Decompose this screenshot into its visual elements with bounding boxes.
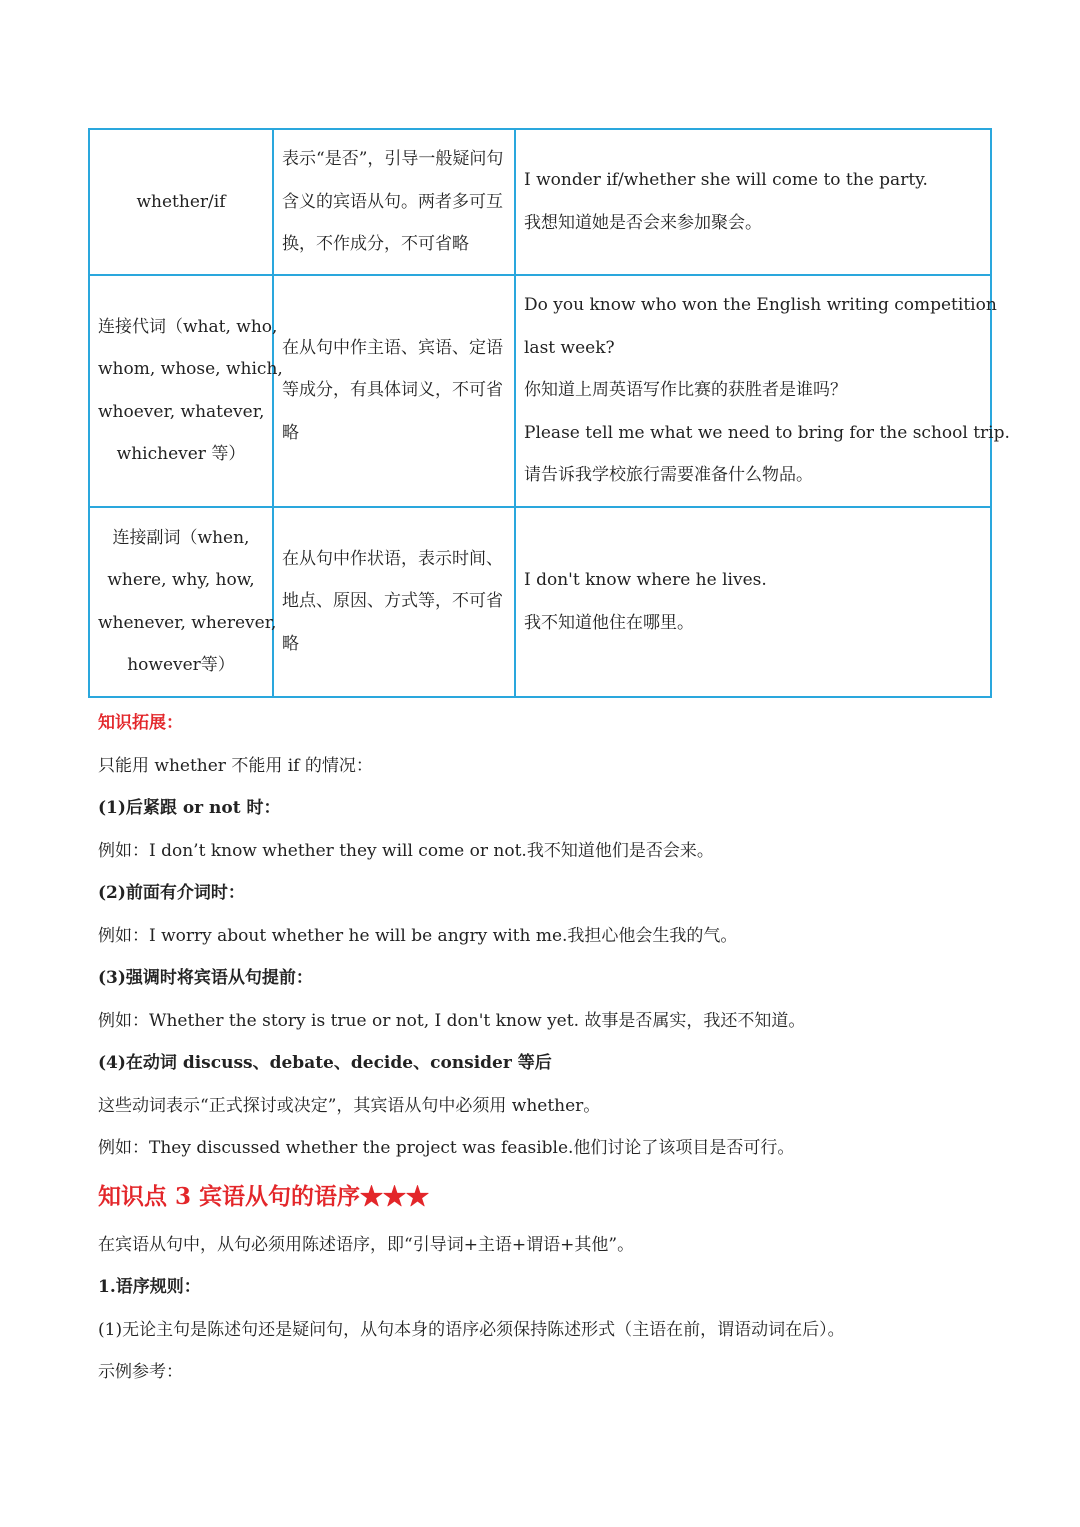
section3-intro: 在宾语从句中，从句必须用陈述语序，即“引导词+主语+谓语+其他”。: [98, 1234, 635, 1255]
cell-line: whenever, wherever,: [98, 612, 277, 633]
cell-line: 你知道上周英语写作比赛的获胜者是谁吗？: [524, 380, 847, 401]
example-label: 示例参考：: [98, 1362, 183, 1382]
cell-line: 在从句中作主语、宾语、定语: [282, 337, 503, 358]
extension-label: 知识拓展：: [98, 713, 183, 733]
table-body: [89, 129, 1010, 697]
table-cell-col2: [273, 275, 515, 507]
table-cell-col1: [89, 507, 277, 697]
cell-line: last week?: [524, 337, 615, 358]
cell-line: whoever, whatever,: [98, 401, 265, 422]
cell-line: I don't know where he lives.: [524, 570, 767, 590]
cell-line: 我想知道她是否会来参加聚会。: [524, 212, 762, 233]
conjunction-table: [88, 128, 1010, 698]
cell-line: I wonder if/whether she will come to the party.: [524, 170, 928, 191]
cell-line: 连接副词（when,: [112, 527, 250, 548]
cell-line: 等成分，有具体词义，不可省: [282, 380, 503, 401]
section3-heading: [98, 1170, 998, 1224]
case4-example: 例如：They discussed whether the project was feasible.他们讨论了该项目是否可行。: [98, 1138, 795, 1158]
case4-note: 这些动词表示“正式探讨或决定”，其宾语从句中必须用 whether。: [98, 1095, 601, 1116]
cell-line: whom, whose, which,: [98, 359, 283, 379]
table-cell-col3: [515, 129, 991, 275]
rule-title: 1.语序规则：: [98, 1277, 201, 1297]
cell-line: 略: [282, 422, 299, 443]
cell-line: 我不知道他住在哪里。: [524, 612, 694, 633]
table-cell-col1: [89, 129, 273, 275]
cell-line: where, why, how,: [107, 570, 255, 590]
table-row: [89, 275, 991, 507]
star-icons: ★★★: [360, 1182, 430, 1210]
case1-title: (1)后紧跟 or not 时：: [98, 798, 281, 818]
section3-heading-text: 知识点 3 宾语从句的语序: [98, 1182, 361, 1210]
table-cell-col2: [273, 129, 515, 275]
document-body: [98, 702, 998, 1394]
cell-line: however等）: [127, 655, 235, 675]
table-cell-col2: [273, 507, 515, 697]
case3-title: (3)强调时将宾语从句提前：: [98, 968, 313, 988]
cell-line: 在从句中作状语，表示时间、: [282, 548, 503, 569]
extension-intro: 只能用 whether 不能用 if 的情况：: [98, 755, 373, 776]
cell-line: Please tell me what we need to bring for the school trip.: [524, 422, 1010, 443]
cell-line: 换，不作成分，不可省略: [282, 234, 469, 254]
cell-line: Do you know who won the English writing competition: [524, 295, 997, 316]
cell-line: 请告诉我学校旅行需要准备什么物品。: [524, 465, 813, 486]
table-row: [89, 507, 991, 697]
cell-line: whether/if: [136, 191, 226, 212]
case2-title: (2)前面有介词时：: [98, 883, 245, 903]
cell-line: 表示“是否”，引导一般疑问句: [282, 149, 504, 169]
case2-example: 例如：I worry about whether he will be angry with me.我担心他会生我的气。: [98, 925, 738, 946]
table-row: [89, 129, 991, 275]
table-cell-col1: [89, 275, 283, 507]
table-cell-col3: [515, 507, 991, 697]
cell-line: whichever 等）: [116, 444, 246, 464]
cell-line: 含义的宾语从句。两者多可互: [282, 191, 503, 212]
cell-line: 地点、原因、方式等，不可省: [282, 591, 503, 612]
case4-title: (4)在动词 discuss、debate、decide、consider 等后: [98, 1053, 552, 1073]
case3-example: 例如：Whether the story is true or not, I don't know yet. 故事是否属实，我还不知道。: [98, 1010, 806, 1031]
rule1-text: (1)无论主句是陈述句还是疑问句，从句本身的语序必须保持陈述形式（主语在前，谓语动词在后）。: [98, 1319, 845, 1340]
cell-line: 连接代词（what, who,: [98, 316, 278, 337]
cell-line: 略: [282, 633, 299, 654]
table-cell-col3: [515, 275, 1010, 507]
case1-example: 例如：I don’t know whether they will come or not.我不知道他们是否会来。: [98, 840, 714, 861]
